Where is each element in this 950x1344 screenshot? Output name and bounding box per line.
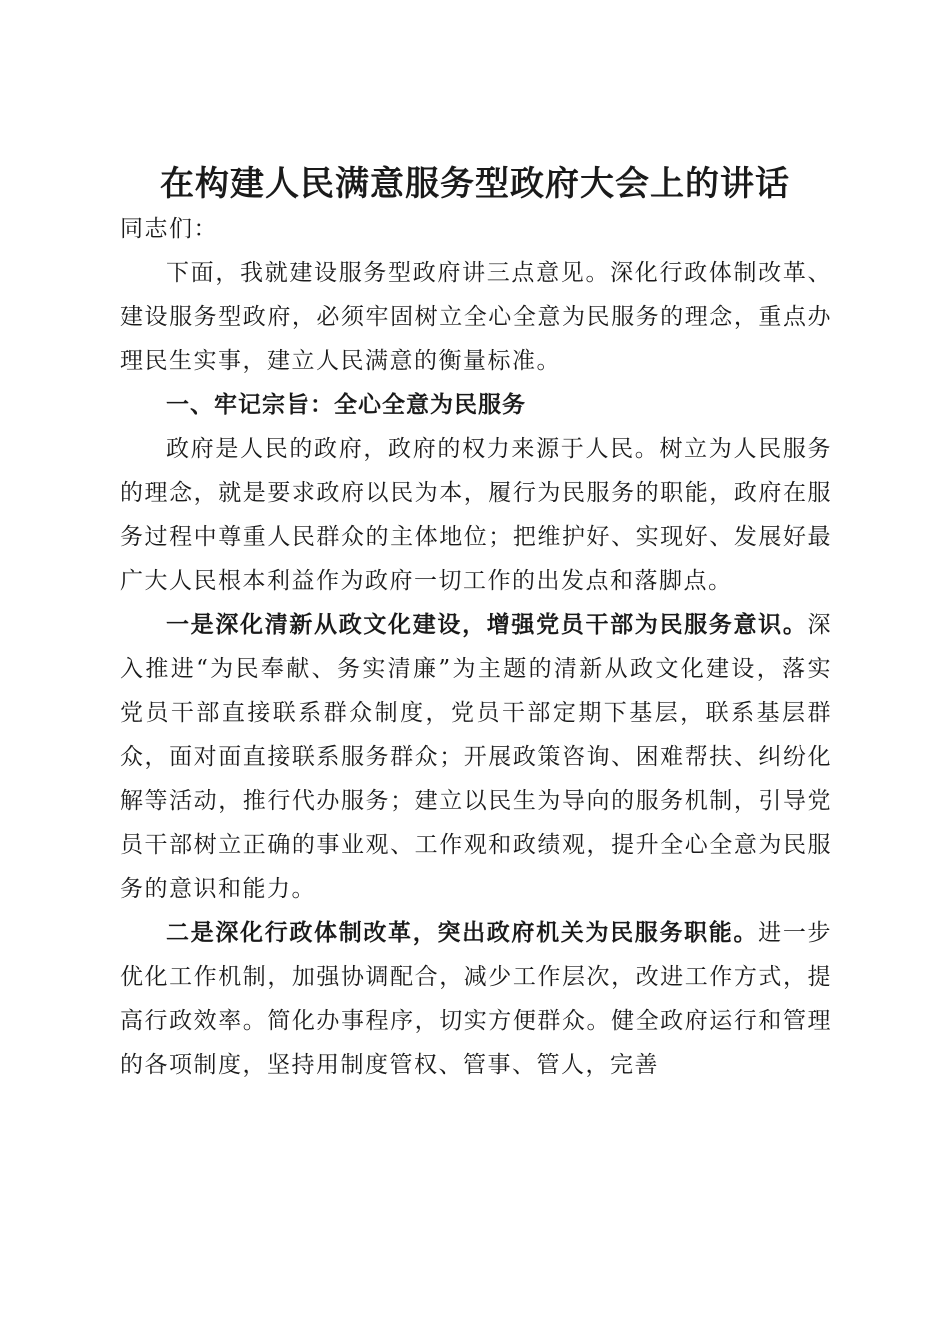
point-one-paragraph — [120, 603, 832, 911]
document-title: 在构建人民满意服务型政府大会上的讲话 — [160, 163, 790, 204]
point-one-text: 深入推进“为民奉献、务实清廉”为主题的清新从政文化建设，落实党员干部直接联系群众制度，党员干部定期下基层，联系基层群众，面对面直接联系服务群众；开展政策咨询、困难帮扶、纠纷化解等活动，推行代办服务；建立以民生为导向的服务机制，引导党员干部树立正确的事业观、工作观和政绩观，提升全心全意为民服务的意识和能力。 — [120, 612, 832, 902]
point-two-paragraph — [120, 911, 832, 1087]
section-paragraph: 政府是人民的政府，政府的权力来源于人民。树立为人民服务的理念，就是要求政府以民为本，履行为民服务的职能，政府在服务过程中尊重人民群众的主体地位；把维护好、实现好、发展好最广大人民根本利益作为政府一切工作的出发点和落脚点。 — [120, 436, 832, 594]
intro-paragraph: 下面，我就建设服务型政府讲三点意见。深化行政体制改革、建设服务型政府，必须牢固树立全心全意为民服务的理念，重点办理民生实事，建立人民满意的衡量标准。 — [120, 260, 832, 374]
section-heading: 一、牢记宗旨：全心全意为民服务 — [166, 392, 526, 418]
point-two-lead: 二是深化行政体制改革，突出政府机关为民服务职能。 — [166, 919, 759, 946]
point-two-text: 进一步优化工作机制，加强协调配合，减少工作层次，改进工作方式，提高行政效率。简化办事程序，切实方便群众。健全政府运行和管理的各项制度，坚持用制度管权、管事、管人，完善 — [120, 920, 833, 1078]
salutation: 同志们： — [120, 216, 218, 242]
point-one-lead: 一是深化清新从政文化建设，增强党员干部为民服务意识。 — [166, 611, 808, 638]
document-body — [120, 207, 832, 1087]
